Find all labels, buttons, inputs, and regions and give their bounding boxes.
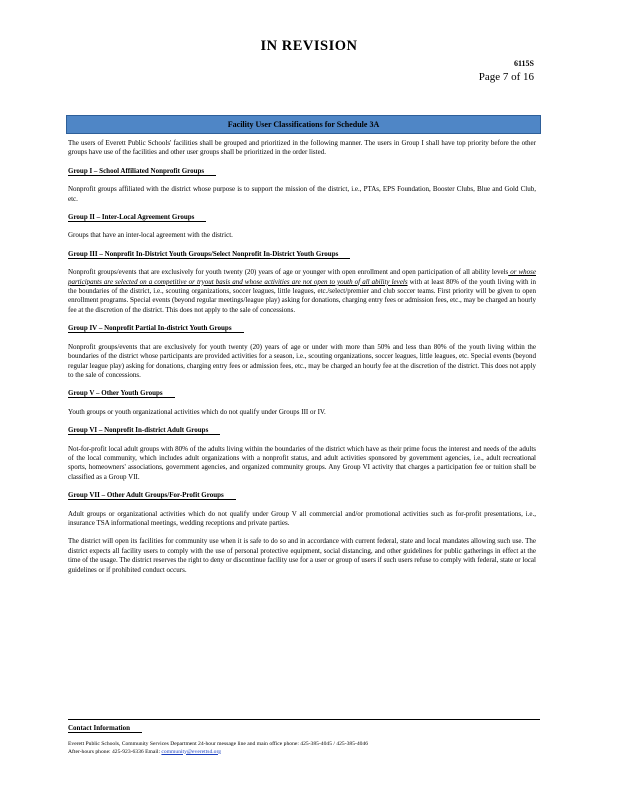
group-2-body: Groups that have an inter-local agreement with the district. bbox=[68, 231, 233, 240]
group-3-select-clause: or whose participants are selected on a competitive or tryout basis and whose activities are not open to youth of all ability levels bbox=[68, 268, 536, 286]
group-7-heading: Group VII – Other Adult Groups/For-Profit Groups bbox=[68, 491, 536, 500]
footer-divider bbox=[68, 719, 540, 720]
group-3-body: Nonprofit groups/events that are exclusively for youth twenty (20) years of age or younger with open enrollment and open participation of all ability levels or whose participants are selected on a competitive or tryout basis and whose activities are not open to youth of all ability levels with at least 80% of the youth living with in the boundaries of the district, i.e., scouting organizations, soccer leagues, little leagues, etc./select/premier and club soccer teams. First priority will be given to open enrollment programs. Special events (beyond regular meetings/league play) asking for donations, charging entry fees or admission fees, etc., may be charged an hourly fee at the discretion of the district. This does not apply to the sale of concessions. bbox=[68, 268, 537, 314]
group-4-heading: Group IV – Nonprofit Partial In-district Youth Groups bbox=[68, 324, 536, 333]
page-number: Page 7 of 16 bbox=[478, 71, 534, 83]
group-1-heading: Group I – School Affiliated Nonprofit Groups bbox=[68, 167, 536, 176]
contact-email-link[interactable]: community@everettsd.org bbox=[161, 748, 221, 755]
intro-paragraph: The users of Everett Public Schools' facilities shall be grouped and prioritized in the following manner. The users in Group I shall have top priority before the other groups have use of the facilities and other user groups shall be prioritized in the order listed. bbox=[68, 139, 536, 157]
section-banner bbox=[66, 115, 541, 134]
contact-heading: Contact Information bbox=[68, 724, 142, 732]
contact-line-1: Everett Public Schools, Community Services Department 24-hour message line and main office phone: 425-385-4045 / 425-385-4046 bbox=[68, 741, 369, 747]
closing-paragraph: The district will open its facilities for community use when it is safe to do so and in accordance with current federal, state and local mandates allowing such use. The district expects all facility users to comply with the use of personal protective equipment, social distancing, and other guidelines for public gatherings in effect at the time of the usage. The district reserves the right to deny or discontinue facility use for a user or group of users if such users refuse to comply with federal, state or local guidelines or if prohibited conduct occurs. bbox=[68, 537, 536, 574]
group-2-heading: Group II – Inter-Local Agreement Groups bbox=[68, 213, 536, 222]
group-7-body: Adult groups or organizational activities which do not qualify under Group V all commercial and/or promotional activities such as for-profit presentations, i.e., insurance TSA informational meetings, wedding receptions and private parties. bbox=[68, 509, 536, 527]
contact-line-2: After-hours phone: 425-923-6336 Email: community@everettsd.org bbox=[68, 748, 221, 755]
group-5-body: Youth groups or youth organizational activities which do not qualify under Groups III or IV. bbox=[68, 407, 326, 416]
revision-title: IN REVISION bbox=[260, 38, 358, 54]
document-body bbox=[68, 139, 536, 584]
group-6-heading: Group VI – Nonprofit In-district Adult Groups bbox=[68, 426, 536, 435]
banner-title: Facility User Classifications for Schedule 3A bbox=[227, 120, 380, 129]
group-1-body: Nonprofit groups affiliated with the district whose purpose is to support the mission of the district, i.e., PTAs, EPS Foundation, Booster Clubs, Blue and Gold Club, etc. bbox=[68, 185, 536, 203]
group-3-heading: Group III – Nonprofit In-District Youth Groups/Select Nonprofit In-District Youth Groups bbox=[68, 250, 536, 259]
group-6-body: Not-for-profit local adult groups with 80% of the adults living within the boundaries of the district which have as their prime focus the interest and needs of the adults of the local community, which includes adult organizations with a nonprofit status, and adult activities sponsored by government agencies, i.e., adult recreational sports, homeowners' associations, government agencies, and organized community groups. Any Group VI activity that charges a participation fee or tuition shall be classified as a Group VII. bbox=[68, 444, 536, 481]
contact-block bbox=[68, 741, 538, 756]
group-5-heading: Group V – Other Youth Groups bbox=[68, 389, 536, 398]
policy-code: 6115S bbox=[513, 59, 534, 68]
group-4-body: Nonprofit groups/events that are exclusively for youth twenty (20) years of age or under with more than 50% and less than 80% of the youth living within the boundaries of the district whose participants are provided activities for a season, i.e., scouting organizations, soccer leagues, little leagues, etc. Special events (beyond regular league play) asking for donations, charging entry fees or admission fees, etc., may be charged an hourly fee at the discretion of the district. This does not apply to the sale of concessions. bbox=[68, 342, 536, 379]
